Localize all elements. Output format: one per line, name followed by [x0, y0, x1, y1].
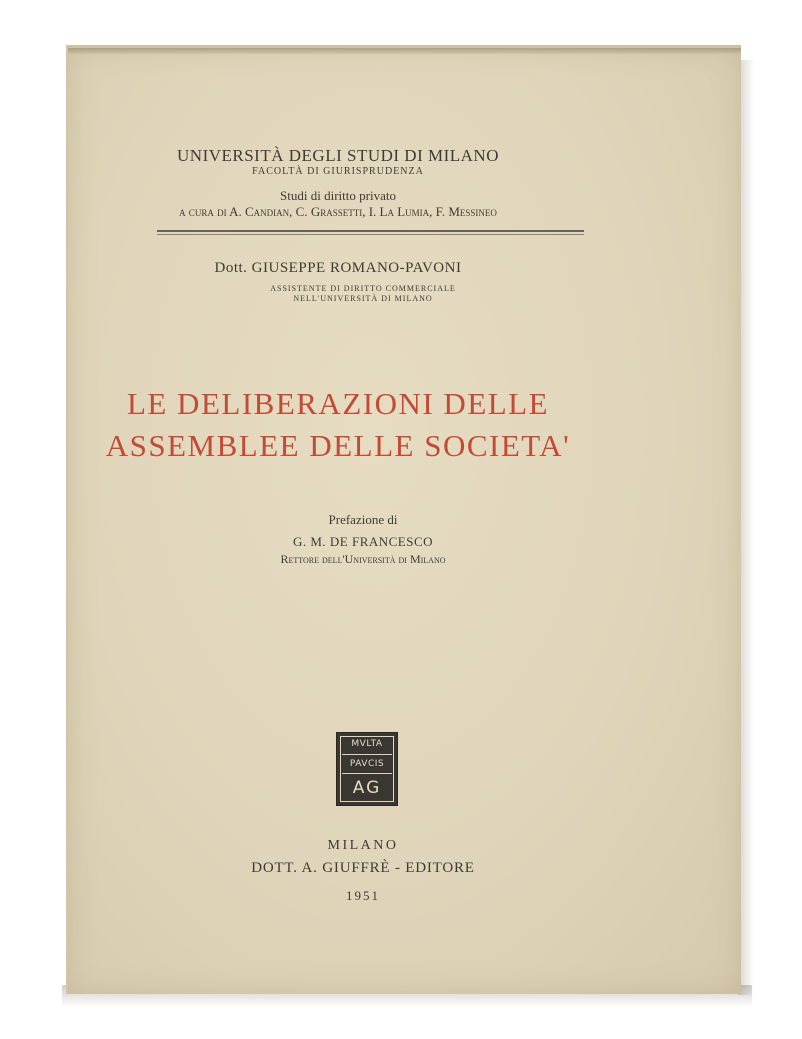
preface-author-role: Rettore dell'Università di Milano	[280, 552, 446, 566]
emblem-motto-line1: MVLTA	[351, 739, 383, 749]
preface-label: Prefazione di	[328, 512, 398, 527]
divider-rule-thin	[157, 234, 584, 235]
emblem-divider	[342, 754, 392, 755]
book-title	[78, 383, 598, 467]
publisher-emblem-frame	[340, 736, 394, 802]
author-name: Dott. GIUSEPPE ROMANO-PAVONI	[214, 260, 462, 276]
author-role-line1: ASSISTENTE DI DIRITTO COMMERCIALE	[270, 284, 456, 293]
author-role	[178, 284, 548, 304]
faculty-name: FACOLTÀ DI GIURISPRUDENZA	[252, 166, 424, 177]
book-cover	[66, 45, 741, 994]
publisher-name: DOTT. A. GIUFFRÈ - EDITORE	[251, 860, 475, 876]
publication-year: 1951	[346, 888, 380, 903]
cover-top-edge	[68, 48, 741, 54]
university-name: UNIVERSITÀ DEGLI STUDI DI MILANO	[177, 146, 499, 165]
divider-rule	[157, 230, 584, 232]
emblem-divider	[342, 773, 392, 774]
emblem-motto-line2: PAVCIS	[349, 758, 385, 769]
author-role-line2: NELL'UNIVERSITÀ DI MILANO	[293, 294, 433, 303]
book-title-line1: LE DELIBERAZIONI DELLE	[126, 386, 550, 421]
emblem-monogram: AG	[352, 778, 382, 798]
preface-author: G. M. DE FRANCESCO	[292, 534, 434, 549]
publisher-emblem-logo	[336, 732, 398, 806]
series-name: Studi di diritto privato	[280, 188, 396, 203]
book-title-line2: ASSEMBLEE DELLE SOCIETA'	[105, 428, 571, 463]
publication-city: MILANO	[327, 838, 399, 853]
series-editors: a cura di A. Candian, C. Grassetti, I. La Lumia, F. Messineo	[179, 204, 497, 219]
